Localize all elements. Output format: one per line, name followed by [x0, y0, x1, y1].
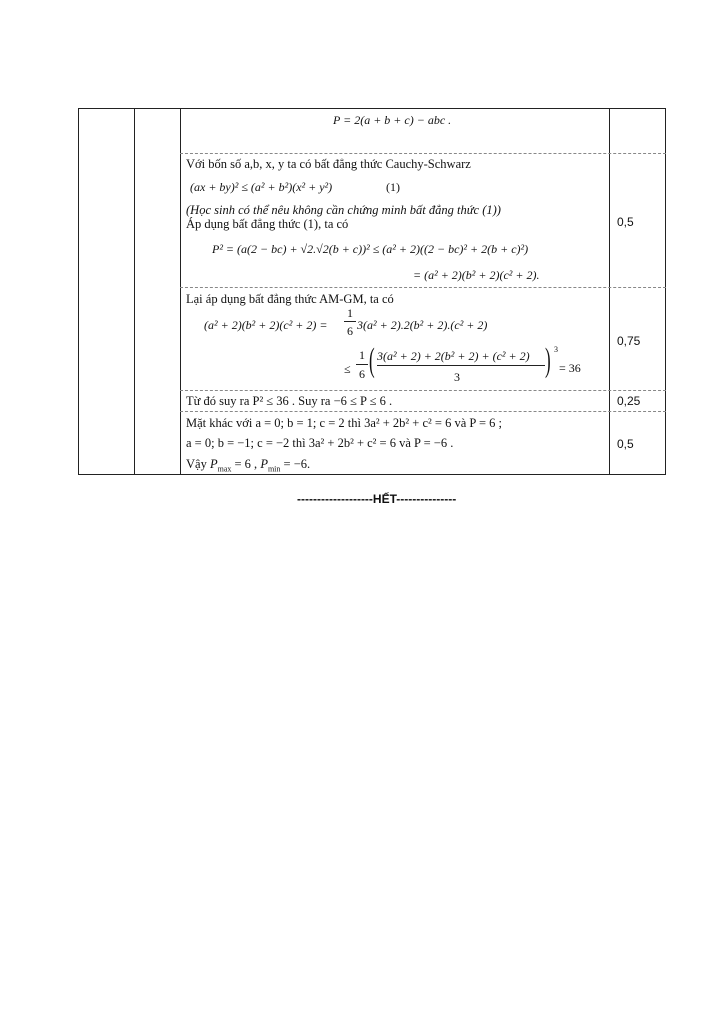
end-marker: -------------------HẾT--------------- [297, 492, 457, 506]
student-note: (Học sinh có thể nêu không cần chứng minh bất đẳng thức (1)) [186, 203, 501, 217]
formula-P: P = 2(a + b + c) − abc . [333, 113, 452, 127]
fraction-bar [344, 321, 356, 322]
table-border-right [665, 108, 666, 474]
le-sign: ≤ [344, 362, 351, 376]
score-row4: 0,5 [617, 437, 634, 451]
amgm-numerator: 3(a² + 2) + 2(b² + 2) + (c² + 2) [377, 349, 530, 363]
score-row2: 0,75 [617, 334, 641, 348]
table-border-left [78, 108, 79, 474]
table-border-top [78, 108, 666, 109]
final-prefix: Vậy [186, 457, 207, 471]
amgm-result: = 36 [559, 361, 581, 375]
p-max: P [209, 457, 218, 471]
cauchy-schwarz-inequality: (ax + by)² ≤ (a² + b²)(x² + y²) [190, 180, 333, 194]
right-paren: ) [545, 342, 551, 379]
exponent: 3 [554, 345, 558, 354]
fraction-denominator: 6 [347, 324, 353, 338]
fraction-bar [377, 365, 545, 366]
apply-text: Áp dụng bất đẳng thức (1), ta có [186, 217, 349, 231]
equality-case-1: Mặt khác với a = 0; b = 1; c = 2 thì 3a² + 2b² + c² = 6 và P = 6 ; [186, 416, 502, 430]
row-separator [180, 287, 666, 288]
expansion-result: = (a² + 2)(b² + 2)(c² + 2). [413, 268, 540, 282]
fraction-denominator: 6 [359, 367, 365, 381]
table-col-divider-3 [609, 108, 610, 474]
row-separator [180, 390, 666, 391]
max-subscript: max [217, 464, 232, 474]
fraction-numerator: 1 [347, 306, 353, 320]
table-border-bottom [78, 474, 666, 475]
conclusion-text: Từ đó suy ra P² ≤ 36 . Suy ra −6 ≤ P ≤ 6 . [186, 394, 393, 408]
final-end: = −6. [280, 457, 311, 471]
cauchy-intro: Với bốn số a,b, x, y ta có bất đẳng thức Cauchy-Schwarz [186, 157, 471, 171]
inequality-tag: (1) [386, 180, 400, 194]
equality-case-2: a = 0; b = −1; c = −2 thì 3a² + 2b² + c² = 6 và P = −6 . [186, 436, 454, 450]
table-col-divider-2 [180, 108, 181, 474]
score-row1: 0,5 [617, 215, 634, 229]
fraction-numerator: 1 [359, 348, 365, 362]
min-subscript: min [267, 464, 281, 474]
amgm-intro: Lại áp dụng bất đẳng thức AM-GM, ta có [186, 292, 394, 306]
expansion-equation: P² = (a(2 − bc) + √2.√2(b + c))² ≤ (a² + 2)((2 − bc)² + 2(b + c)²) [212, 242, 529, 256]
table-col-divider-1 [134, 108, 135, 474]
amgm-lhs: (a² + 2)(b² + 2)(c² + 2) = [204, 318, 328, 332]
amgm-denominator: 3 [454, 370, 460, 384]
amgm-rhs: 3(a² + 2).2(b² + 2).(c² + 2) [357, 318, 488, 332]
row-separator [180, 153, 666, 154]
p-min: P [260, 457, 268, 471]
score-row3: 0,25 [617, 394, 641, 408]
fraction-bar [356, 364, 368, 365]
final-mid: = 6 , [231, 457, 261, 471]
left-paren: ( [369, 342, 375, 379]
row-separator [180, 411, 666, 412]
final-answer [186, 457, 311, 474]
